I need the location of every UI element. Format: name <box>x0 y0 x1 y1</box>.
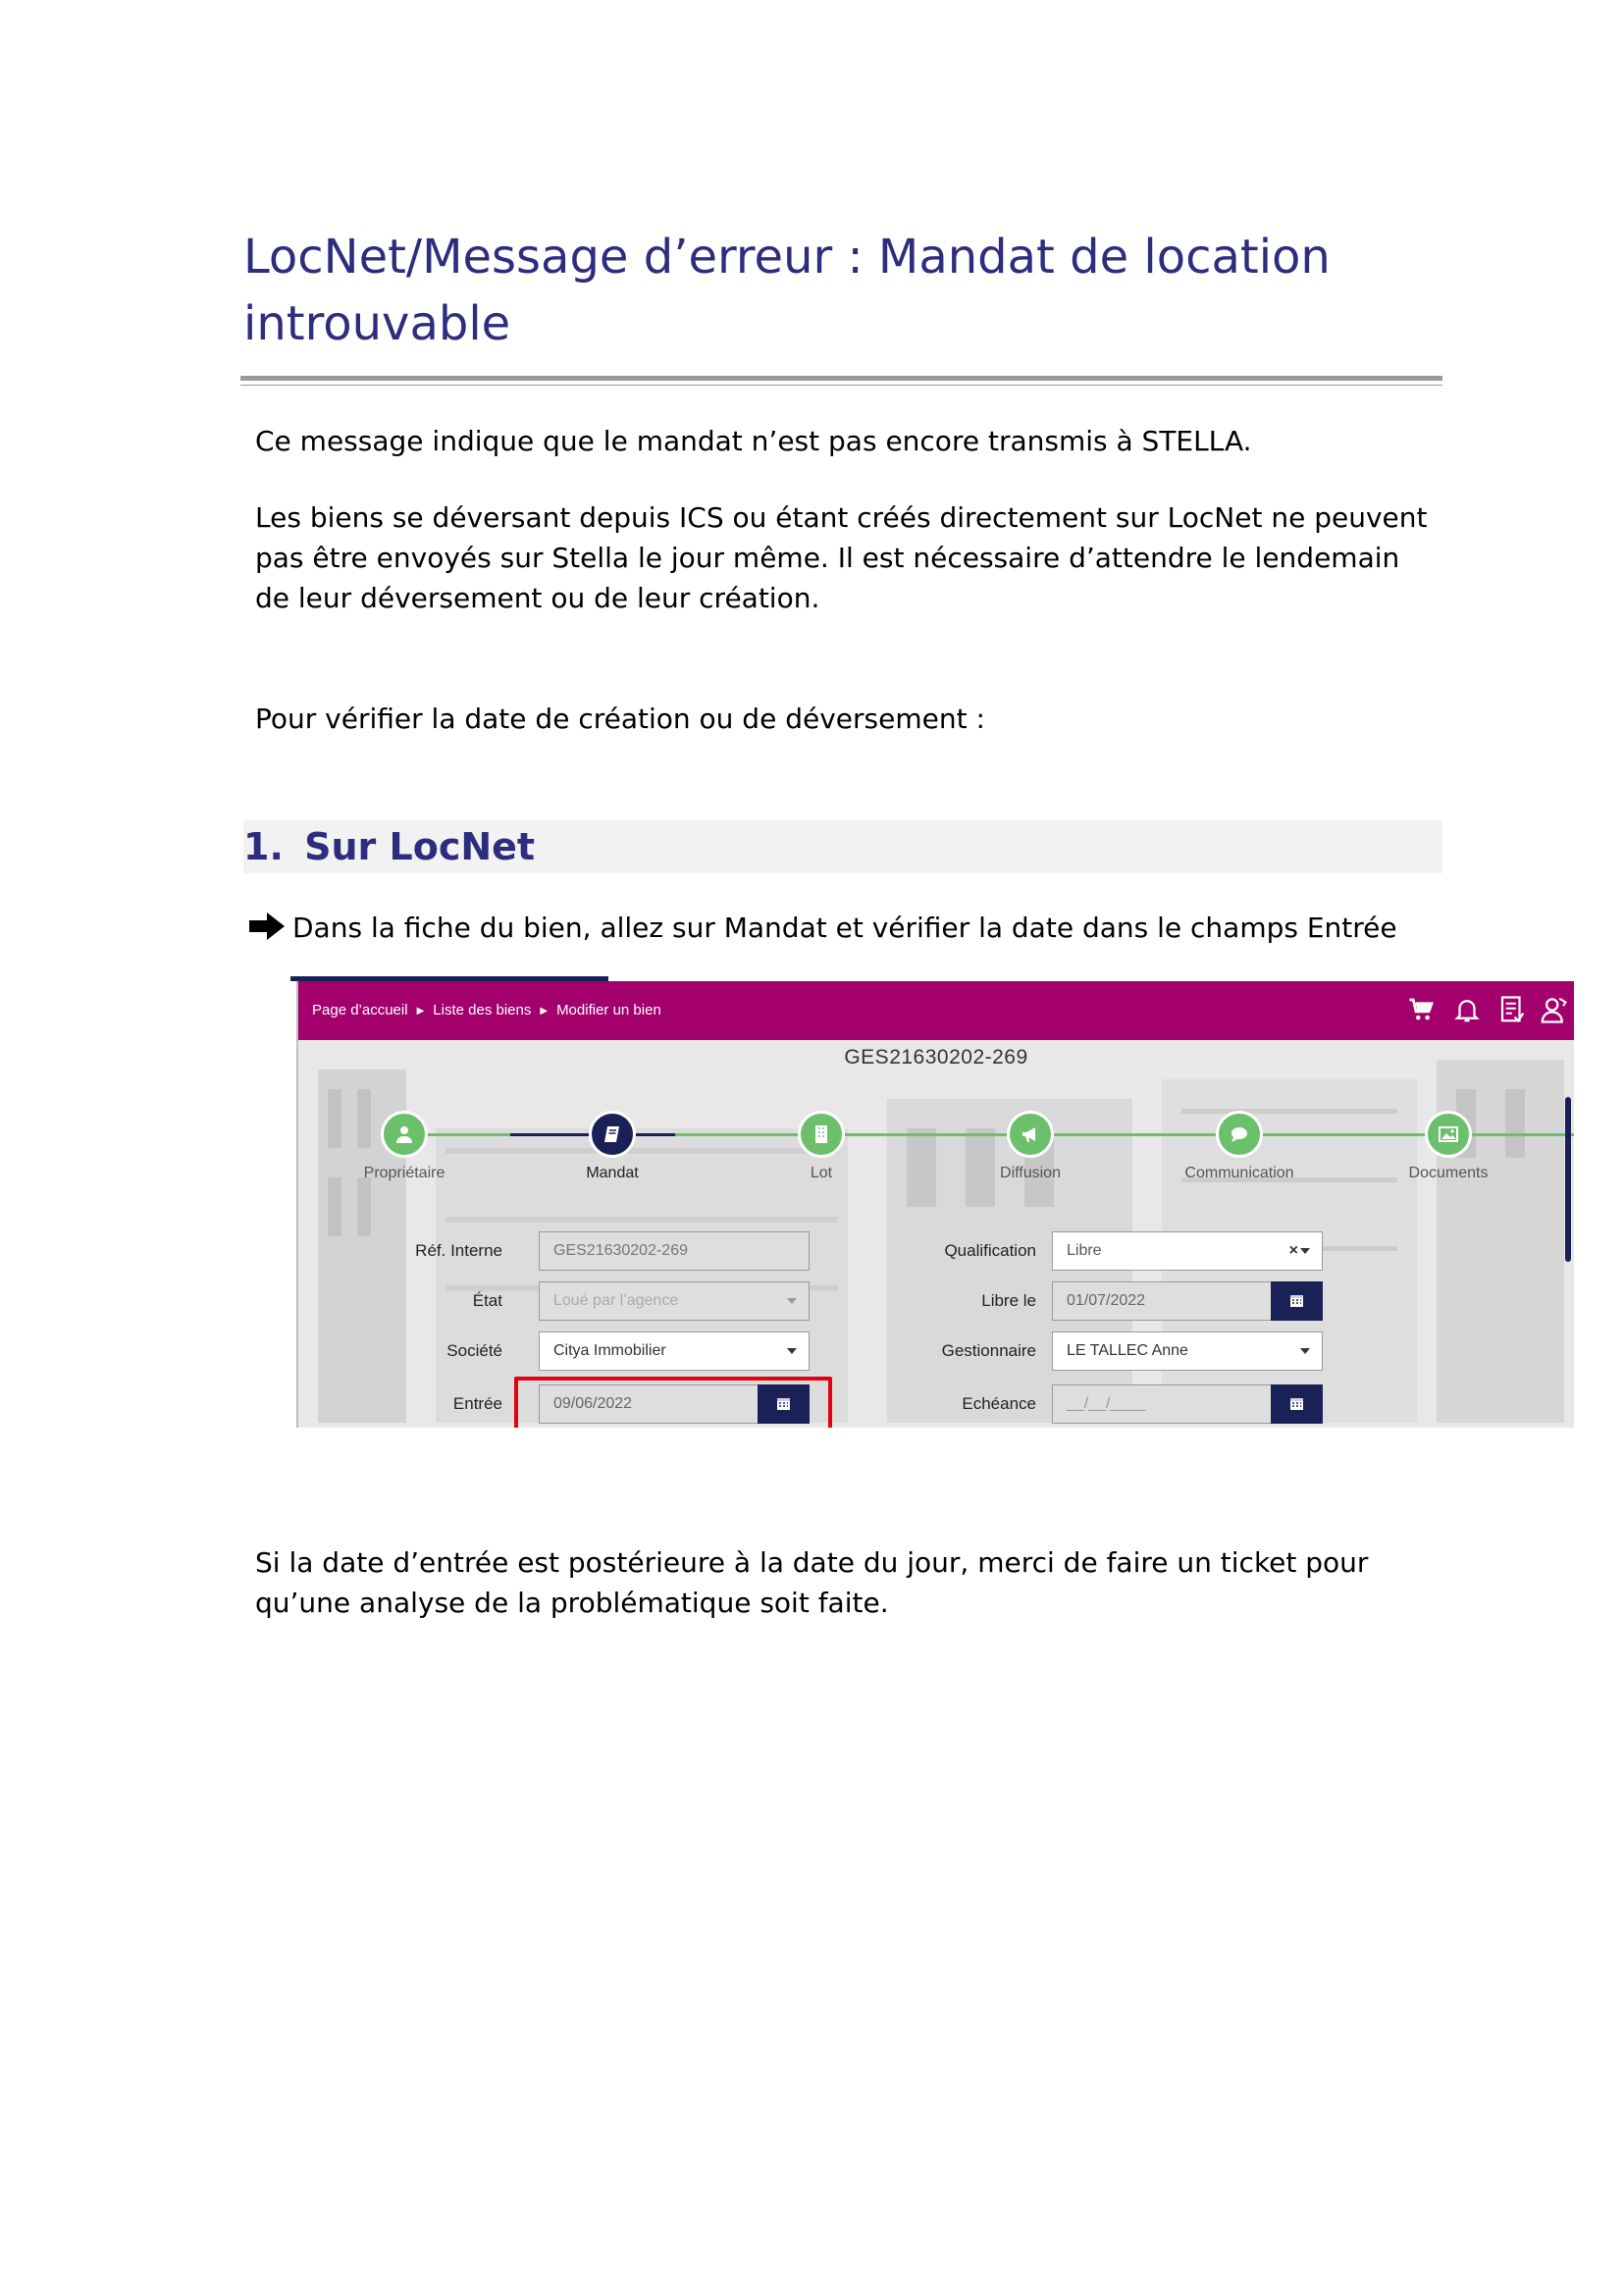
chevron-down-icon <box>787 1298 797 1304</box>
echeance-placeholder: __/__/____ <box>1067 1395 1146 1412</box>
image-icon <box>1439 1124 1458 1144</box>
user-icon <box>394 1124 414 1144</box>
libre-le-value: 01/07/2022 <box>1067 1292 1146 1309</box>
libre-le-label: Libre le <box>981 1291 1036 1310</box>
step-documents[interactable] <box>1425 1111 1472 1158</box>
breadcrumb-edit-property: Modifier un bien <box>556 1002 661 1018</box>
book-icon <box>602 1124 622 1144</box>
step-mandate[interactable] <box>589 1111 636 1158</box>
breadcrumb <box>312 981 661 1040</box>
document-title: LocNet/Message d’erreur : Mandat de location introuvable <box>243 230 1331 351</box>
conclusion-paragraph: Si la date d’entrée est postérieure à la date du jour, merci de faire un ticket pour qu’une analyse de la problématique soit faite. <box>255 1546 1369 1619</box>
libre-le-date-field[interactable] <box>1052 1281 1323 1321</box>
step-label-lot: Lot <box>810 1165 833 1181</box>
entree-label: Entrée <box>452 1394 502 1413</box>
explanation-paragraph: Les biens se déversant depuis ICS ou étant créés directement sur LocNet ne peuvent pas être envoyés sur Stella le jour même. Il est nécessaire d’attendre le lendemain de leur déversement ou de leur création. <box>255 501 1428 614</box>
qualification-value: Libre <box>1067 1242 1102 1259</box>
instruction-line <box>247 909 1444 948</box>
qualification-label: Qualification <box>944 1241 1036 1260</box>
calendar-icon <box>1289 1293 1304 1308</box>
breadcrumb-caret-icon: ▶ <box>416 1006 425 1017</box>
entree-highlight-box <box>514 1377 832 1428</box>
user-icon[interactable] <box>1539 995 1568 1024</box>
section-heading <box>243 820 535 873</box>
etat-label: État <box>472 1291 502 1310</box>
step-communication[interactable] <box>1216 1111 1263 1158</box>
ref-interne-field <box>539 1231 810 1271</box>
intro-paragraph: Ce message indique que le mandat n’est pas encore transmis à STELLA. <box>255 425 1252 457</box>
gestionnaire-value: LE TALLEC Anne <box>1067 1342 1188 1359</box>
step-connector <box>640 1133 675 1136</box>
step-owner[interactable] <box>381 1111 428 1158</box>
chevron-down-icon <box>1300 1248 1310 1254</box>
section-title: Sur LocNet <box>304 825 536 868</box>
chat-icon <box>1230 1124 1249 1144</box>
societe-value: Citya Immobilier <box>553 1342 666 1359</box>
cart-icon[interactable] <box>1407 995 1437 1024</box>
breadcrumb-caret-icon: ▶ <box>540 1006 549 1017</box>
section-number: 1. <box>243 825 284 868</box>
chevron-down-icon <box>1300 1348 1310 1354</box>
clear-icon[interactable]: × <box>1288 1242 1298 1259</box>
bell-icon[interactable] <box>1452 995 1482 1024</box>
step-label-mandate: Mandat <box>586 1165 639 1181</box>
gestionnaire-label: Gestionnaire <box>941 1341 1036 1360</box>
breadcrumb-property-list[interactable]: Liste des biens <box>433 1002 532 1018</box>
property-reference: GES21630202-269 <box>844 1046 1028 1069</box>
qualification-select[interactable] <box>1052 1231 1323 1271</box>
document-icon[interactable] <box>1497 995 1527 1024</box>
step-diffusion[interactable] <box>1007 1111 1054 1158</box>
ref-interne-label: Réf. Interne <box>415 1241 502 1260</box>
echeance-date-field[interactable] <box>1052 1384 1323 1424</box>
ref-interne-value: GES21630202-269 <box>553 1242 688 1259</box>
instruction-text: Dans la fiche du bien, allez sur Mandat et vérifier la date dans le champs Entrée <box>292 912 1397 944</box>
gestionnaire-select[interactable] <box>1052 1331 1323 1371</box>
step-label-communication: Communication <box>1184 1165 1294 1181</box>
building-icon <box>812 1124 831 1144</box>
app-top-bar <box>298 981 1574 1040</box>
title-divider <box>240 376 1442 386</box>
top-bar-icons <box>1407 995 1574 1026</box>
libre-le-calendar-button[interactable] <box>1271 1281 1323 1321</box>
etat-select <box>539 1281 810 1321</box>
step-label-diffusion: Diffusion <box>1000 1165 1061 1181</box>
etat-value: Loué par l’agence <box>553 1292 679 1309</box>
societe-label: Société <box>446 1341 502 1360</box>
echeance-label: Echéance <box>962 1394 1036 1413</box>
scrollbar[interactable] <box>1565 1097 1571 1262</box>
megaphone-icon <box>1021 1124 1040 1144</box>
echeance-calendar-button[interactable] <box>1271 1384 1323 1424</box>
entree-value: 09/06/2022 <box>553 1395 633 1412</box>
step-label-documents: Documents <box>1408 1165 1489 1181</box>
step-label-owner: Propriétaire <box>363 1165 445 1181</box>
breadcrumb-home[interactable]: Page d’accueil <box>312 1002 408 1018</box>
calendar-icon <box>1289 1396 1304 1411</box>
chevron-down-icon <box>787 1348 797 1354</box>
societe-select[interactable] <box>539 1331 810 1371</box>
step-lot[interactable] <box>798 1111 845 1158</box>
locnet-screenshot <box>296 981 1574 1428</box>
arrow-right-icon <box>247 911 287 942</box>
mandate-stepper <box>298 1089 1574 1181</box>
check-intro-paragraph: Pour vérifier la date de création ou de déversement : <box>255 703 985 735</box>
